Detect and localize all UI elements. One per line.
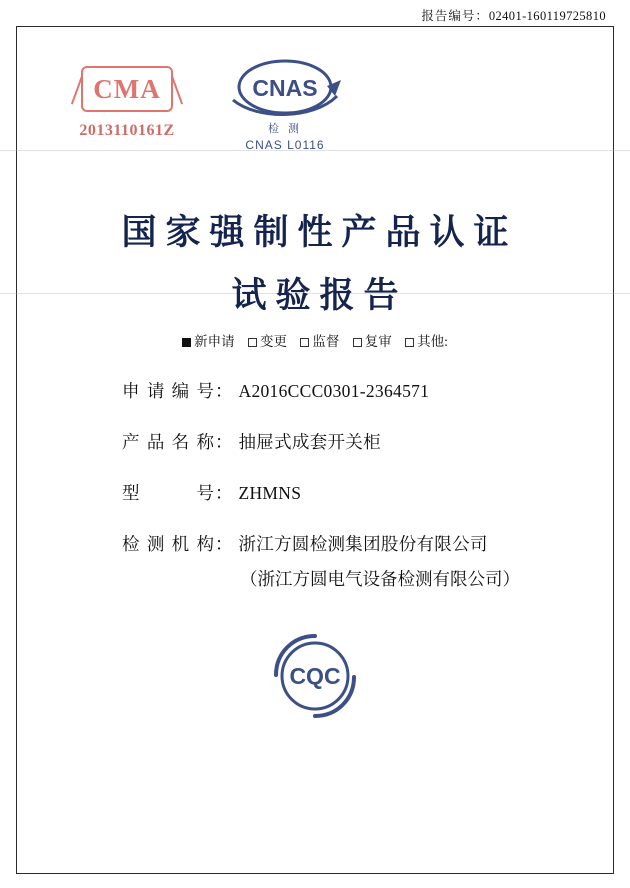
- field-row-application-number: [0, 378, 630, 403]
- field-label: 型 号: [122, 483, 214, 503]
- cnas-mark-group: [190, 56, 380, 152]
- field-label: 产品名称: [122, 432, 214, 452]
- checkbox-option-change[interactable]: [248, 330, 287, 350]
- cqc-icon: [267, 628, 363, 724]
- cnas-icon: [227, 56, 343, 118]
- checkbox-label: 新申请: [194, 334, 235, 349]
- cma-code: 2013110161Z: [79, 122, 175, 139]
- field-colon: ：: [215, 432, 233, 452]
- checkbox-option-other[interactable]: [405, 330, 448, 350]
- cma-icon: [81, 66, 173, 112]
- checkbox-icon[interactable]: [405, 338, 414, 347]
- field-value-testing-organization: 浙江方圆检测集团股份有限公司: [238, 534, 488, 554]
- report-number-value: 02401-160119725810: [488, 9, 606, 23]
- svg-text:CNAS: CNAS: [252, 75, 318, 101]
- cma-letters: CMA: [93, 74, 161, 104]
- checkbox-icon[interactable]: [353, 338, 362, 347]
- cnas-subtitle: 检 测: [267, 123, 303, 135]
- field-colon: ：: [215, 534, 233, 554]
- accreditation-marks: [0, 56, 630, 176]
- field-row-testing-organization: [0, 531, 630, 556]
- document-title-line2: 试验报告: [231, 276, 408, 315]
- checkbox-option-new[interactable]: [182, 330, 235, 350]
- svg-text:CQC: CQC: [289, 663, 341, 689]
- checkbox-icon-checked[interactable]: [182, 338, 191, 347]
- checkbox-label: 其他:: [417, 334, 448, 349]
- checkbox-option-review[interactable]: [353, 330, 392, 350]
- field-label: 申请编号: [122, 381, 214, 401]
- report-number: [421, 6, 606, 24]
- field-colon: ：: [215, 483, 233, 503]
- field-label: 检测机构: [122, 534, 214, 554]
- field-value-application-number: A2016CCC0301-2364571: [238, 381, 430, 401]
- field-row-product-name: [0, 429, 630, 454]
- testing-organization-second-line: （浙江方圆电气设备检测有限公司）: [240, 569, 520, 589]
- checkbox-label: 复审: [364, 334, 392, 349]
- report-number-label: 报告编号：: [421, 9, 489, 23]
- field-colon: ：: [215, 381, 233, 401]
- field-value-product-name: 抽屉式成套开关柜: [238, 432, 381, 452]
- application-type-row: [0, 330, 630, 350]
- checkbox-icon[interactable]: [248, 338, 257, 347]
- document-title-line1: 国家强制性产品认证: [121, 213, 518, 252]
- checkbox-label: 变更: [259, 334, 287, 349]
- cma-mark-group: [42, 66, 212, 140]
- field-value-model: ZHMNS: [238, 483, 302, 503]
- checkbox-label: 监督: [312, 334, 340, 349]
- field-row-model: [0, 480, 630, 505]
- checkbox-icon[interactable]: [300, 338, 309, 347]
- checkbox-option-supervision[interactable]: [300, 330, 339, 350]
- field-list: [0, 378, 630, 617]
- cnas-id: CNAS L0116: [245, 138, 325, 152]
